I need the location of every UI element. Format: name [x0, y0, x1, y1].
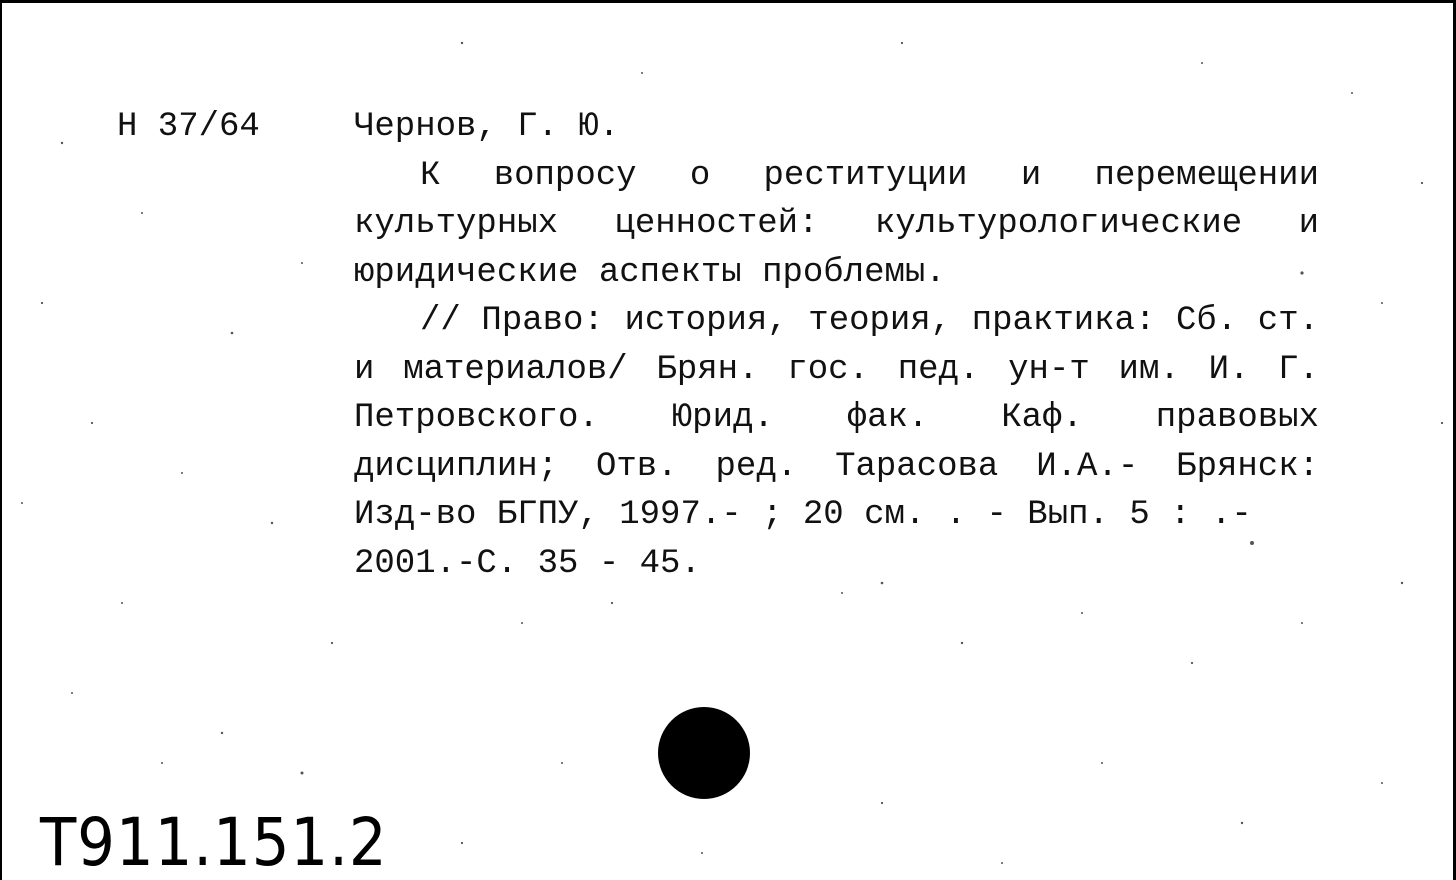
- shelfmark: Н 37/64: [117, 108, 260, 146]
- bibliographic-entry: [354, 103, 1319, 588]
- source: // Право: история, теория, практика: Сб. ст. и материалов/ Брян. гос. пед. ун-т им. И. Г. Петровского. Юрид. фак. Каф. правовых дисциплин; Отв. ред. Тарасова И.А.- Брянск: Изд-во БГПУ, 1997.- ; 20 см. . - Вып. 5 : .-: [354, 302, 1319, 534]
- classification-code: Т911.151.2: [40, 804, 388, 880]
- pages: 2001.-С. 35 - 45.: [354, 544, 701, 583]
- author: Чернов, Г. Ю.: [354, 108, 620, 146]
- title: К вопросу о реституции и перемещении культурных ценностей: культурологические и юридические аспекты проблемы.: [354, 156, 1319, 292]
- punch-hole-icon: [658, 707, 750, 799]
